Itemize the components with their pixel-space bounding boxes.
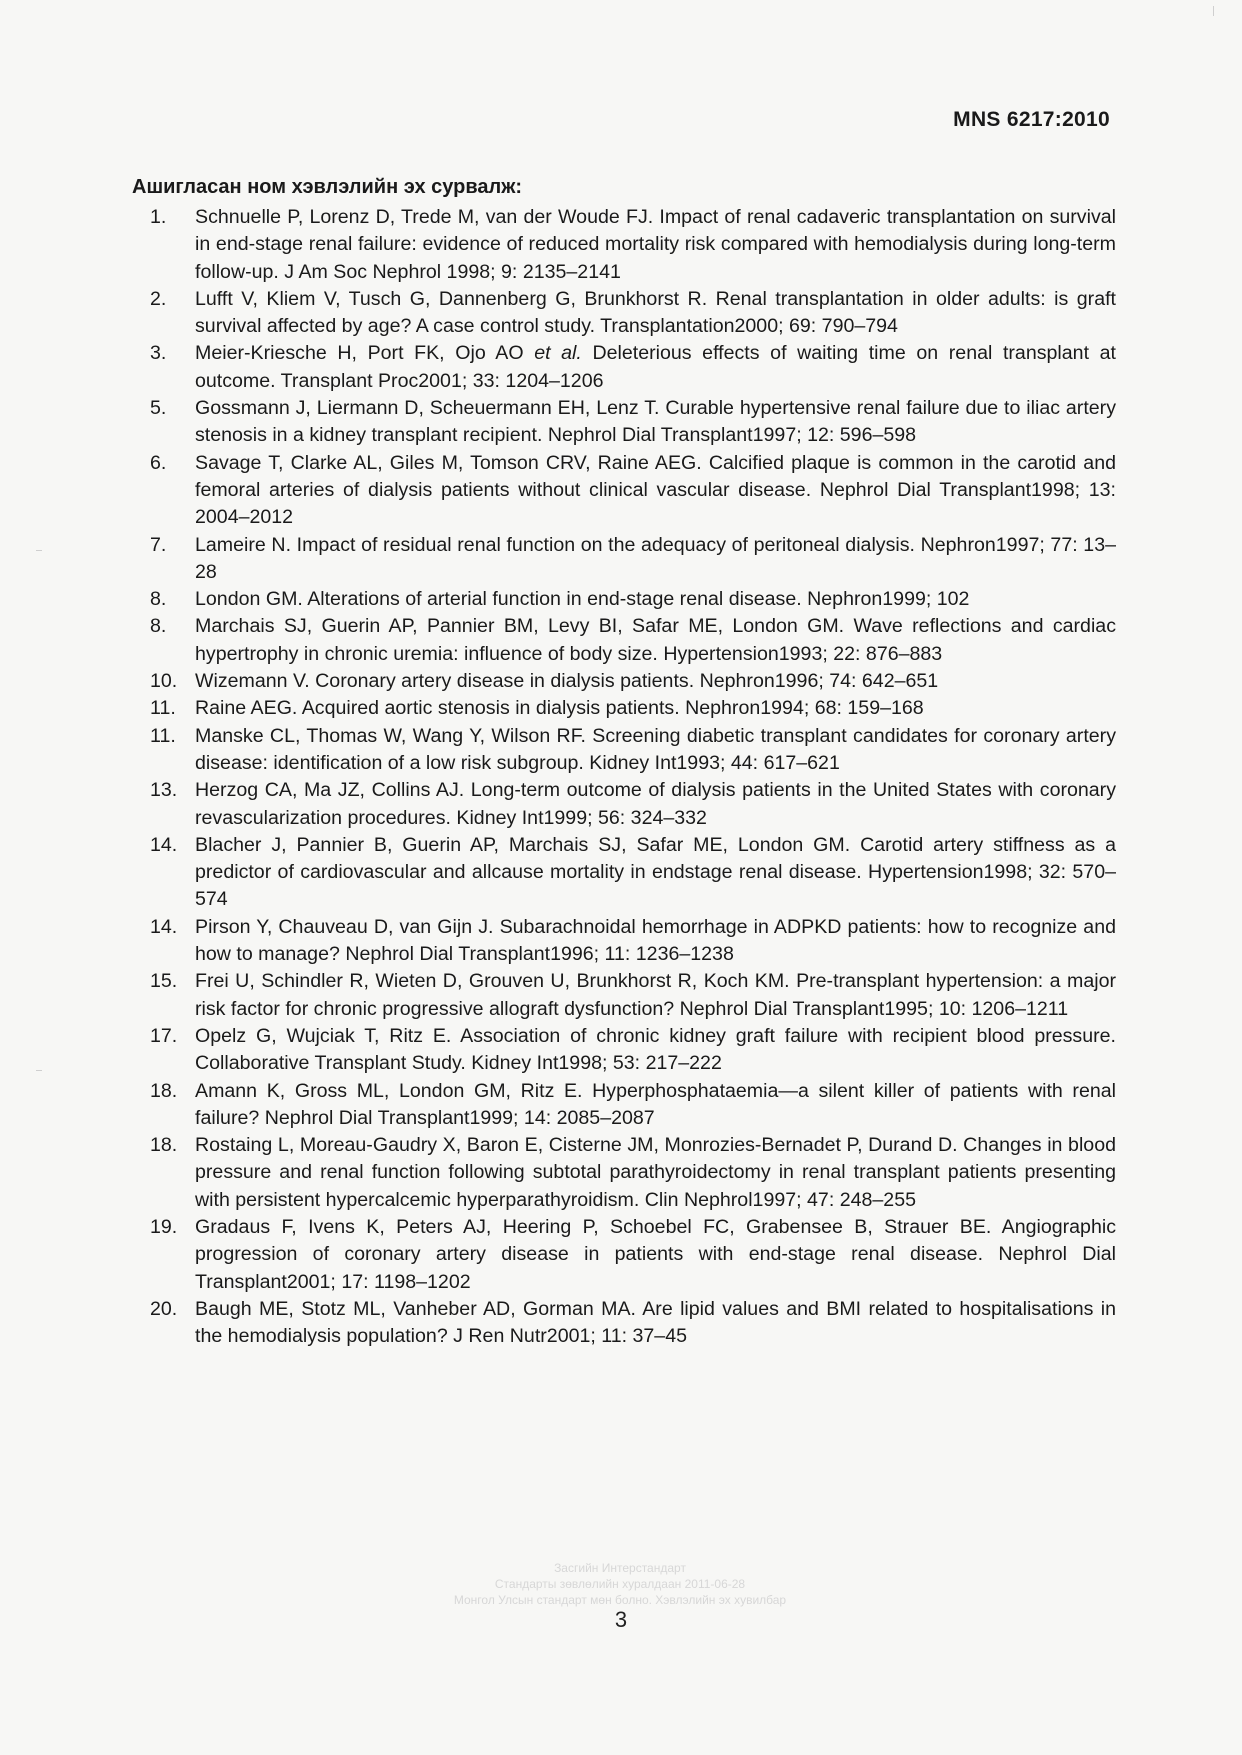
reference-number: 14. [150, 915, 178, 938]
reference-item [150, 586, 1116, 613]
stamp-line: Засгийн Интерстандарт [554, 1561, 686, 1575]
reference-text: Pirson Y, Chauveau D, van Gijn J. Subarachnoidal hemorrhage in ADPKD patients: how to recognize and how to manage? Nephrol Dial Transplant1996; 11: 1236–1238 [195, 915, 1116, 966]
reference-number: 10. [150, 670, 178, 693]
approval-stamp [330, 1560, 910, 1608]
reference-text: Opelz G, Wujciak T, Ritz E. Association of chronic kidney graft failure with recipient blood pressure. Collaborative Transplant Study. Kidney Int1998; 53: 217–222 [195, 1024, 1116, 1075]
reference-text-part: Meier-Kriesche H, Port FK, Ojo AO [195, 342, 535, 365]
reference-item [150, 832, 1116, 914]
reference-number: 11. [150, 697, 176, 720]
reference-text [195, 340, 1116, 395]
reference-item [150, 613, 1116, 668]
reference-text: Wizemann V. Coronary artery disease in dialysis patients. Nephron1996; 74: 642–651 [195, 670, 939, 693]
standard-code: MNS 6217:2010 [953, 108, 1110, 131]
reference-number: 6. [150, 451, 167, 474]
reference-item [150, 1214, 1116, 1296]
reference-number: 15. [150, 970, 178, 993]
reference-text: Blacher J, Pannier B, Guerin AP, Marchais SJ, Safar ME, London GM. Carotid artery stiffness as a predictor of cardiovascular and allcause mortality in endstage renal disease. Hypertension1998; 32: 570–574 [195, 833, 1116, 911]
reference-item [150, 695, 1116, 722]
reference-number: 13. [150, 779, 178, 802]
reference-item [150, 395, 1116, 450]
reference-item [150, 914, 1116, 969]
reference-number: 19. [150, 1215, 178, 1238]
reference-number: 3. [150, 342, 167, 365]
reference-text: Frei U, Schindler R, Wieten D, Grouven U, Brunkhorst R, Koch KM. Pre-transplant hypertension: a major risk factor for chronic progressive allograft dysfunction? Nephrol Dial Transplant1995; 10: 1206–1211 [195, 970, 1116, 1020]
reference-number: 18. [150, 1079, 178, 1102]
reference-text: Herzog CA, Ma JZ, Collins AJ. Long-term outcome of dialysis patients in the United States with coronary revascularization procedures. Kidney Int1999; 56: 324–332 [195, 779, 1116, 829]
reference-text: Rostaing L, Moreau-Gaudry X, Baron E, Cisterne JM, Monrozies-Bernadet P, Durand D. Changes in blood pressure and renal function following subtotal parathyroidectomy in renal transplant patients presenting with persistent hypercalcemic hyperparathyroidism. Clin Nephrol1997; 47: 248–255 [195, 1134, 1116, 1211]
reference-text: Amann K, Gross ML, London GM, Ritz E. Hyperphosphataemia—a silent killer of patients with renal failure? Nephrol Dial Transplant1999; 14: 2085–2087 [195, 1079, 1116, 1129]
reference-number: 18. [150, 1134, 178, 1157]
scan-edge-mark [36, 1070, 42, 1071]
references-heading: Ашигласан ном хэвлэлийн эх сурвалж: [132, 176, 523, 198]
reference-number: 2. [150, 287, 167, 310]
reference-text: Gossmann J, Liermann D, Scheuermann EH, Lenz T. Curable hypertensive renal failure due to iliac artery stenosis in a kidney transplant recipient. Nephrol Dial Transplant1997; 12: 596–598 [195, 397, 1116, 447]
reference-text: Marchais SJ, Guerin AP, Pannier BM, Levy BI, Safar ME, London GM. Wave reflections and cardiac hypertrophy in chronic uremia: influence of body size. Hypertension1993; 22: 876–883 [195, 615, 1116, 665]
reference-number: 20. [150, 1297, 178, 1320]
reference-text: Gradaus F, Ivens K, Peters AJ, Heering P, Schoebel FC, Grabensee B, Strauer BE. Angiographic progression of coronary artery disease in patients with end-stage renal disease. Nephrol Dial Transplant2001; 17: 1198–1202 [195, 1215, 1116, 1293]
reference-text-italic: et al. [534, 342, 582, 365]
reference-number: 5. [150, 397, 167, 420]
scan-edge-mark [36, 550, 42, 551]
reference-text: Lameire N. Impact of residual renal function on the adequacy of peritoneal dialysis. Nephron1997; 77: 13–28 [195, 533, 1116, 583]
reference-item [150, 532, 1116, 587]
reference-item [150, 1023, 1116, 1078]
reference-item [150, 968, 1116, 1023]
reference-text: London GM. Alterations of arterial function in end-stage renal disease. Nephron1999; 102 [195, 588, 970, 611]
reference-item [150, 1296, 1116, 1351]
scan-edge-mark [1213, 6, 1214, 16]
reference-number: 7. [150, 533, 167, 556]
reference-list [150, 204, 1116, 1350]
reference-item [150, 450, 1116, 532]
stamp-line: Монгол Улсын стандарт мөн болно. Хэвлэлийн эх хувилбар [453, 1593, 787, 1607]
reference-text: Manske CL, Thomas W, Wang Y, Wilson RF. Screening diabetic transplant candidates for coronary artery disease: identification of a low risk subgroup. Kidney Int1993; 44: 617–621 [195, 724, 1116, 774]
reference-text: Schnuelle P, Lorenz D, Trede M, van der Woude FJ. Impact of renal cadaveric transplantation on survival in end-stage renal failure: evidence of reduced mortality risk compared with hemodialysis during long-term follow-up. J Am Soc Nephrol 1998; 9: 2135–2141 [195, 206, 1116, 283]
reference-number: 1. [150, 206, 167, 228]
reference-text: Savage T, Clarke AL, Giles M, Tomson CRV, Raine AEG. Calcified plaque is common in the carotid and femoral arteries of dialysis patients without clinical vascular disease. Nephrol Dial Transplant1998; 13: 2004–2012 [195, 451, 1116, 529]
reference-number: 14. [150, 833, 178, 856]
reference-item [150, 668, 1116, 695]
reference-number: 8. [150, 588, 167, 611]
reference-item [150, 204, 1116, 286]
reference-item [150, 1132, 1116, 1214]
stamp-line: Стандарты зөвлөлийн хуралдаан 2011-06-28 [494, 1577, 746, 1591]
reference-item [150, 1078, 1116, 1133]
reference-number: 11. [150, 724, 176, 747]
reference-number: 8. [150, 615, 167, 638]
reference-text: Baugh ME, Stotz ML, Vanheber AD, Gorman MA. Are lipid values and BMI related to hospitalisations in the hemodialysis population? J Ren Nutr2001; 11: 37–45 [195, 1297, 1116, 1348]
reference-item [150, 340, 1116, 395]
reference-text-part: Deleterious effects of waiting time on renal transplant at outcome. Transplant Proc2001; 33: 1204–1206 [195, 342, 1116, 392]
reference-item [150, 777, 1116, 832]
reference-text: Raine AEG. Acquired aortic stenosis in dialysis patients. Nephron1994; 68: 159–168 [195, 697, 924, 720]
page-number: 3 [614, 1607, 628, 1632]
reference-text: Lufft V, Kliem V, Tusch G, Dannenberg G, Brunkhorst R. Renal transplantation in older adults: is graft survival affected by age? A case control study. Transplantation2000; 69: 790–794 [195, 287, 1116, 338]
reference-item [150, 286, 1116, 341]
reference-item [150, 723, 1116, 778]
reference-number: 17. [150, 1024, 178, 1047]
